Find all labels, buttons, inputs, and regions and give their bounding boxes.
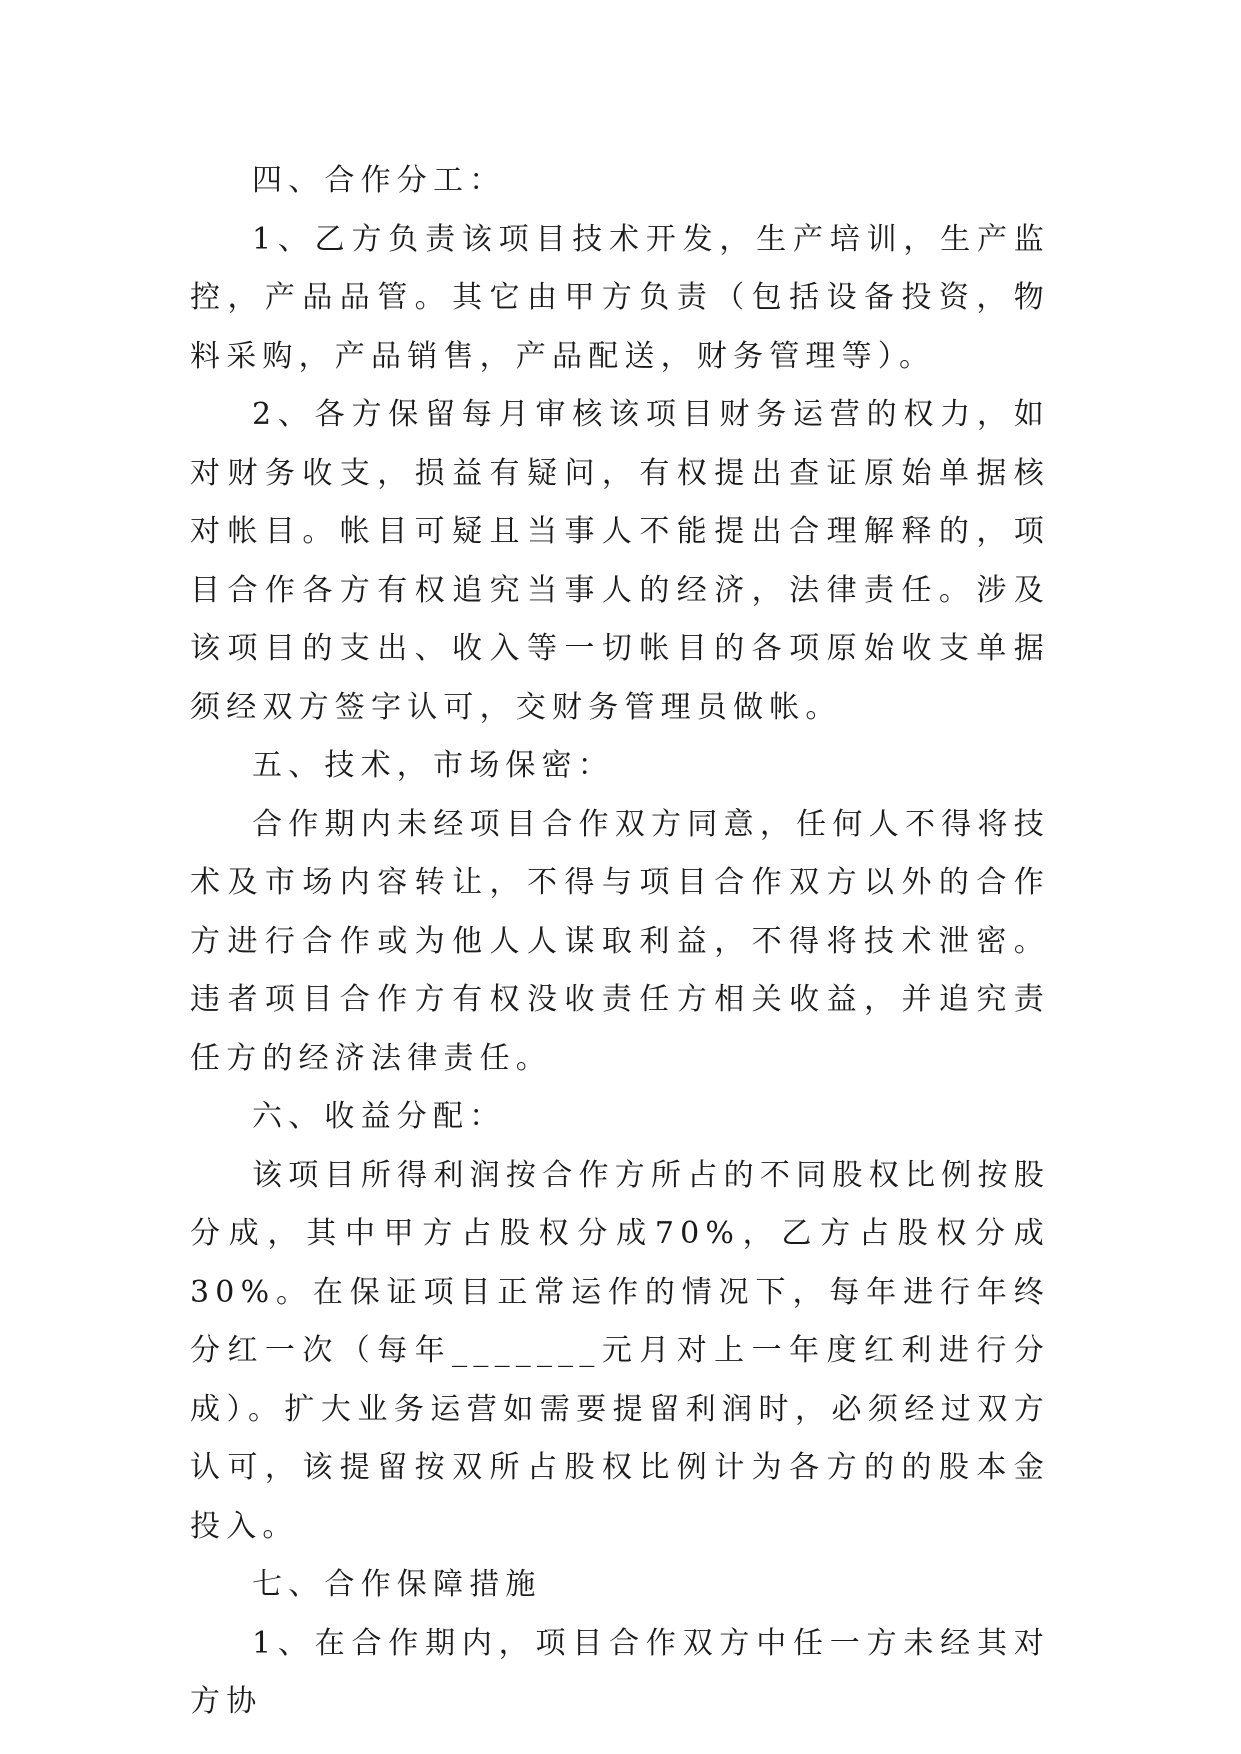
section-heading-division-of-work: 四、合作分工： — [252, 163, 506, 198]
section-heading-profit-distribution: 六、收益分配： — [252, 1099, 506, 1134]
paragraph-safeguards: 1、在合作期内，项目合作双方中任一方未经其对方协 — [190, 1625, 1050, 1719]
paragraph-confidentiality: 合作期内未经项目合作双方同意，任何人不得将技术及市场内容转让，不得与项目合作双方以外的合作方进行合作或为他人人谋取利益，不得将技术泄密。违者项目合作方有权没收责任方相关收益，并追究责任方的经济法律责任。 — [190, 806, 1050, 1076]
section-heading-confidentiality: 五、技术，市场保密： — [252, 748, 614, 783]
paragraph-profit-distribution: 该项目所得利润按合作方所占的不同股权比例按股分成，其中甲方占股权分成70%，乙方占股权分成30%。在保证项目正常运作的情况下，每年进行年终分红一次（每年_______元月对上一年度红利进行分成）。扩大业务运营如需要提留利润时，必须经过双方认可，该提留按双所占股权比例计为各方的的股本金投入。 — [190, 1157, 1050, 1544]
section-heading-safeguards: 七、合作保障措施 — [252, 1567, 542, 1602]
paragraph-financial-audit: 2、各方保留每月审核该项目财务运营的权力，如对财务收支，损益有疑问，有权提出查证原始单据核对帐目。帐目可疑且当事人不能提出合理解释的，项目合作各方有权追究当事人的经济，法律责任。涉及该项目的支出、收入等一切帐目的各项原始收支单据须经双方签字认可，交财务管理员做帐。 — [190, 397, 1050, 725]
paragraph-party-b-duties: 1、乙方负责该项目技术开发，生产培训，生产监控，产品品管。其它由甲方负责（包括设备投资，物料采购，产品销售，产品配送，财务管理等）。 — [190, 221, 1050, 374]
document-page — [190, 152, 1050, 1732]
